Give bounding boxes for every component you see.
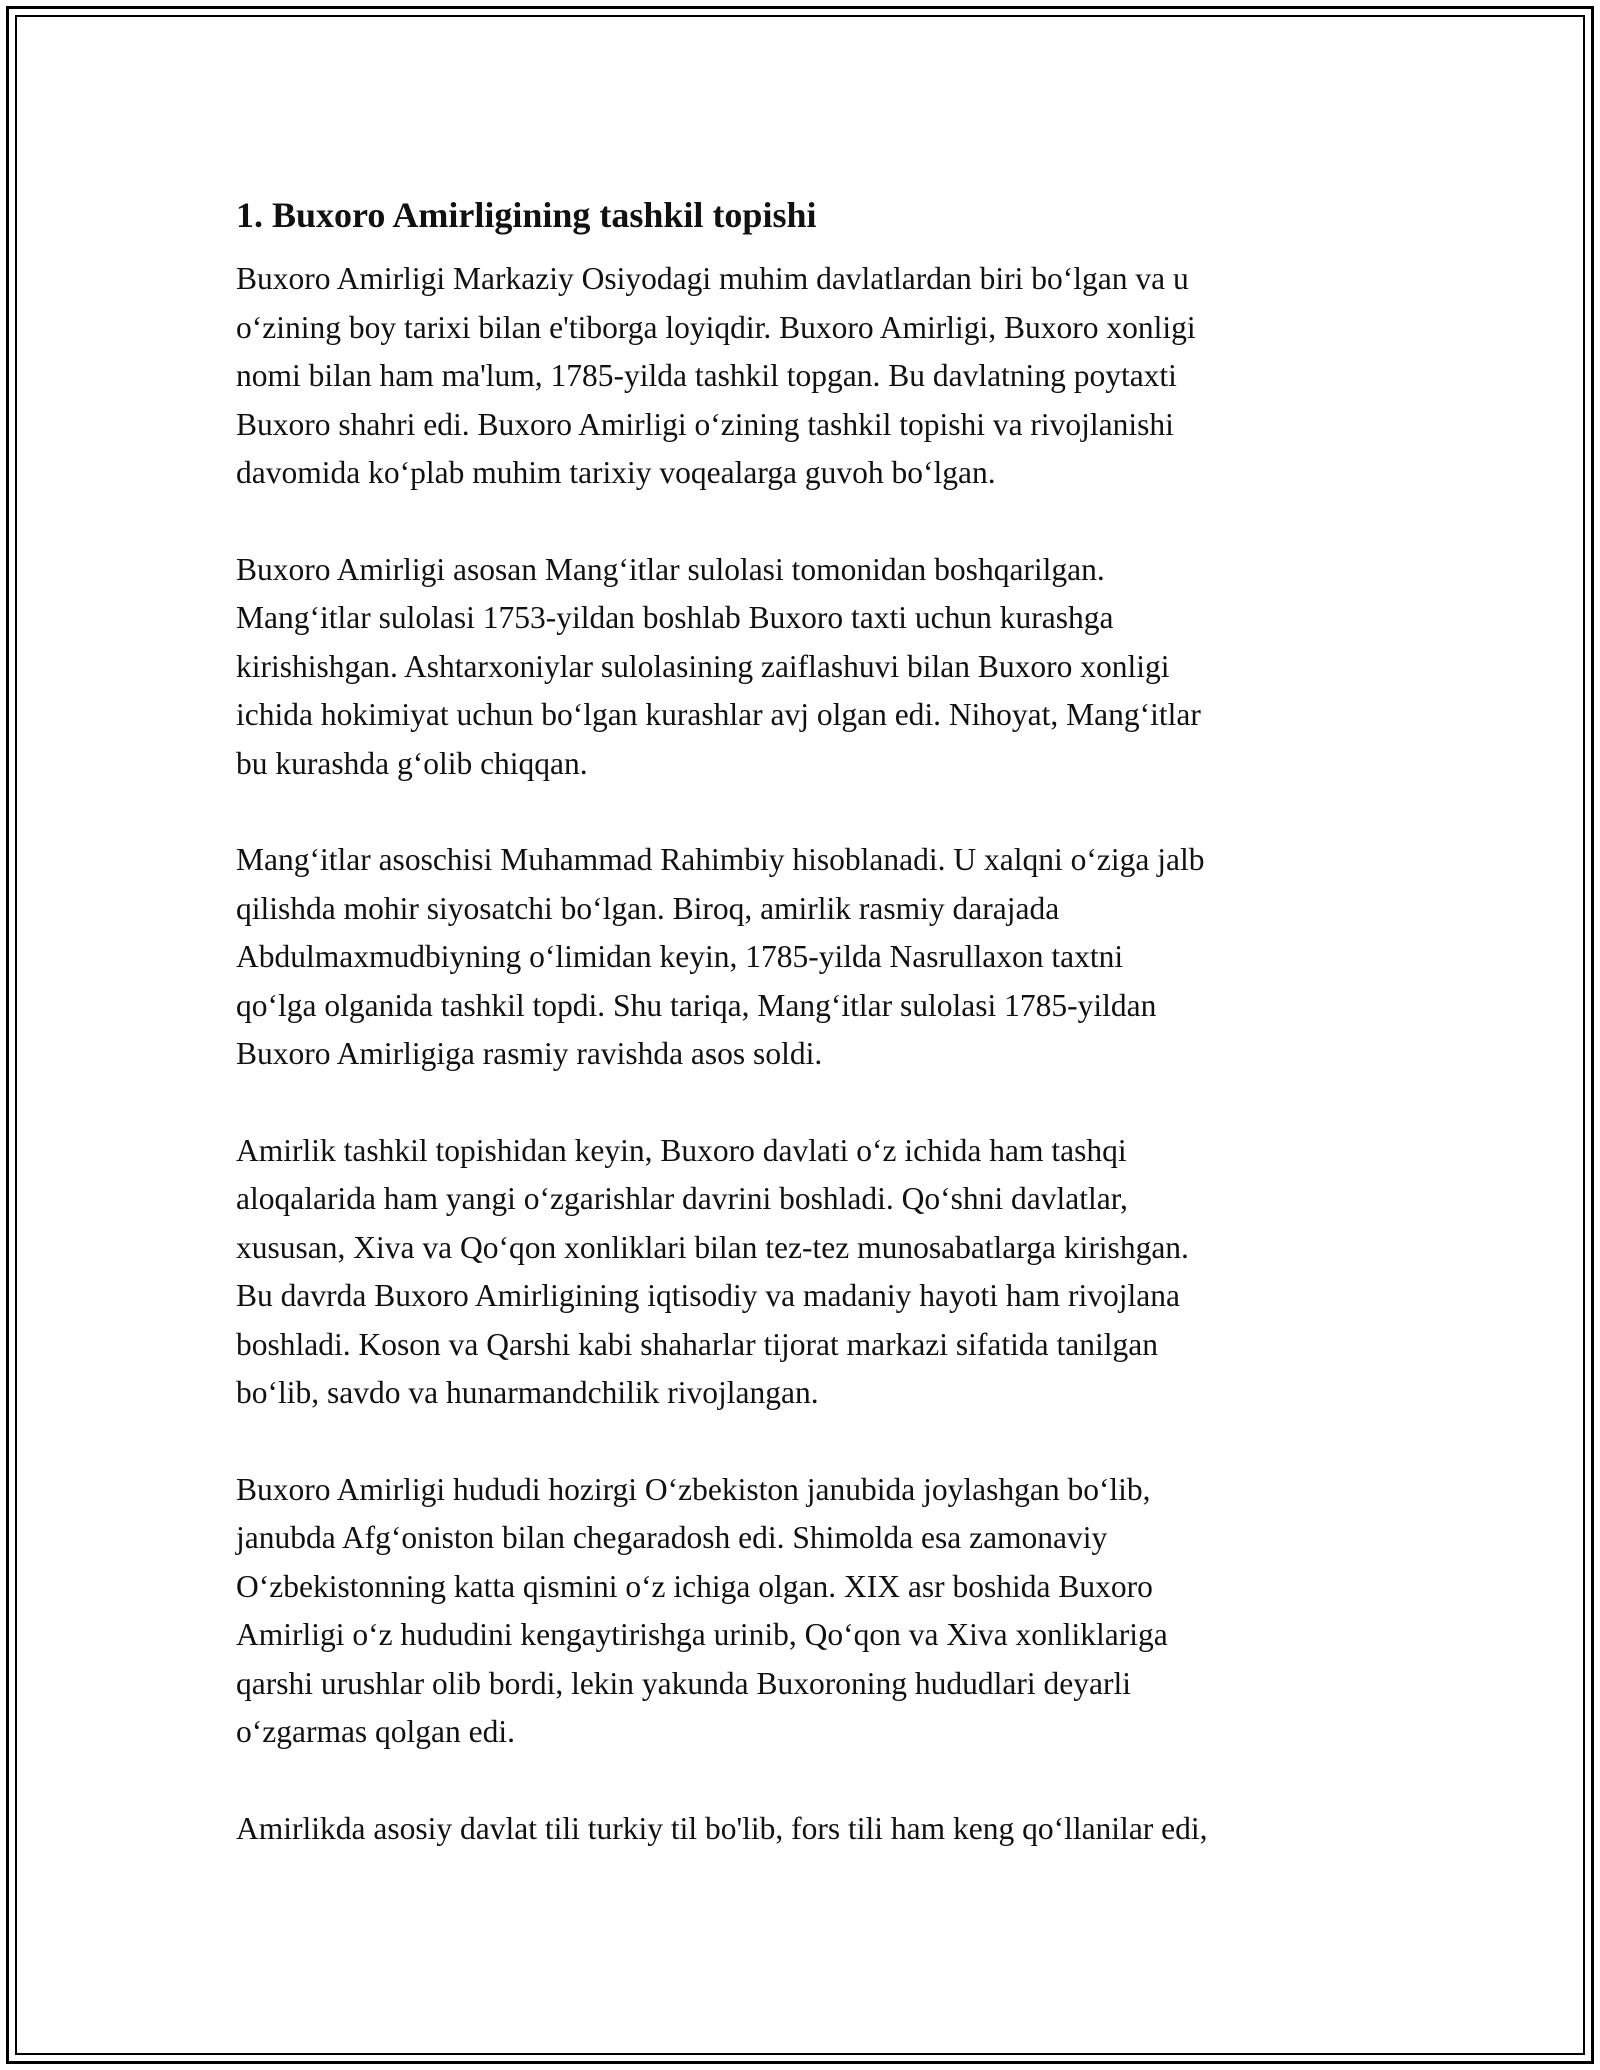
- paragraph-line: Amirlik tashkil topishidan keyin, Buxoro davlati o‘z ichida ham tashqi: [236, 1132, 1127, 1168]
- section-heading: 1. Buxoro Amirligining tashkil topishi: [236, 195, 817, 235]
- paragraph-line: aloqalarida ham yangi o‘zgarishlar davrini boshladi. Qo‘shni davlatlar,: [236, 1181, 1128, 1216]
- paragraph: [236, 1127, 1376, 1418]
- document-body: [236, 185, 1376, 1901]
- paragraph-line: qilishda mohir siyosatchi bo‘lgan. Biroq, amirlik rasmiy darajada: [236, 890, 1060, 926]
- paragraph-line: davomida ko‘plab muhim tarixiy voqealarga guvoh bo‘lgan.: [236, 455, 996, 490]
- paragraph-line: Mang‘itlar sulolasi 1753-yildan boshlab Buxoro taxti uchun kurashga: [236, 600, 1114, 635]
- paragraph-line: boshladi. Koson va Qarshi kabi shaharlar tijorat markazi sifatida tanilgan: [236, 1326, 1158, 1362]
- paragraph-line: ichida hokimiyat uchun bo‘lgan kurashlar avj olgan edi. Nihoyat, Mang‘itlar: [236, 697, 1201, 732]
- paragraph-line: Mang‘itlar asoschisi Muhammad Rahimbiy hisoblanadi. U xalqni o‘ziga jalb: [236, 842, 1205, 877]
- paragraph-line: Buxoro shahri edi. Buxoro Amirligi o‘zining tashkil topishi va rivojlanishi: [236, 406, 1174, 442]
- paragraph-line: bo‘lib, savdo va hunarmandchilik rivojlangan.: [236, 1375, 819, 1410]
- paragraph-line: bu kurashda g‘olib chiqqan.: [236, 745, 588, 781]
- paragraph: [236, 836, 1376, 1079]
- paragraph-line: o‘zining boy tarixi bilan e'tiborga loyiqdir. Buxoro Amirligi, Buxoro xonligi: [236, 309, 1196, 345]
- paragraph-line: Amirlikda asosiy davlat tili turkiy til bo'lib, fors tili ham keng qo‘llanilar edi,: [236, 1810, 1208, 1846]
- paragraph-line: Buxoro Amirligi Markaziy Osiyodagi muhim davlatlardan biri bo‘lgan va u: [236, 261, 1189, 296]
- paragraph-line: qarshi urushlar olib bordi, lekin yakunda Buxoroning hududlari deyarli: [236, 1665, 1131, 1701]
- paragraph-line: o‘zgarmas qolgan edi.: [236, 1714, 516, 1749]
- paragraph-line: Buxoro Amirligi hududi hozirgi O‘zbekiston janubida joylashgan bo‘lib,: [236, 1471, 1151, 1507]
- paragraph-line: Buxoro Amirligi asosan Mang‘itlar sulolasi tomonidan boshqarilgan.: [236, 551, 1105, 587]
- paragraph-list: [236, 255, 1376, 1853]
- paragraph: [236, 546, 1376, 789]
- paragraph-line: janubda Afg‘oniston bilan chegaradosh edi. Shimolda esa zamonaviy: [236, 1520, 1108, 1555]
- paragraph: [236, 1805, 1376, 1854]
- paragraph-line: Bu davrda Buxoro Amirligining iqtisodiy va madaniy hayoti ham rivojlana: [236, 1278, 1180, 1313]
- paragraph-line: xususan, Xiva va Qo‘qon xonliklari bilan tez-tez munosabatlarga kirishgan.: [236, 1229, 1189, 1265]
- paragraph-line: Amirligi o‘z hududini kengaytirishga urinib, Qo‘qon va Xiva xonliklariga: [236, 1617, 1168, 1652]
- paragraph: [236, 1466, 1376, 1757]
- paragraph-line: nomi bilan ham ma'lum, 1785-yilda tashkil topgan. Bu davlatning poytaxti: [236, 358, 1177, 393]
- paragraph-line: Abdulmaxmudbiyning o‘limidan keyin, 1785-yilda Nasrullaxon taxtni: [236, 939, 1124, 974]
- paragraph-line: Buxoro Amirligiga rasmiy ravishda asos soldi.: [236, 1036, 823, 1071]
- paragraph-line: kirishishgan. Ashtarxoniylar sulolasining zaiflashuvi bilan Buxoro xonligi: [236, 648, 1170, 684]
- paragraph: [236, 255, 1376, 498]
- paragraph-line: qo‘lga olganida tashkil topdi. Shu tariqa, Mang‘itlar sulolasi 1785-yildan: [236, 987, 1157, 1023]
- paragraph-line: O‘zbekistonning katta qismini o‘z ichiga olgan. XIX asr boshida Buxoro: [236, 1568, 1153, 1604]
